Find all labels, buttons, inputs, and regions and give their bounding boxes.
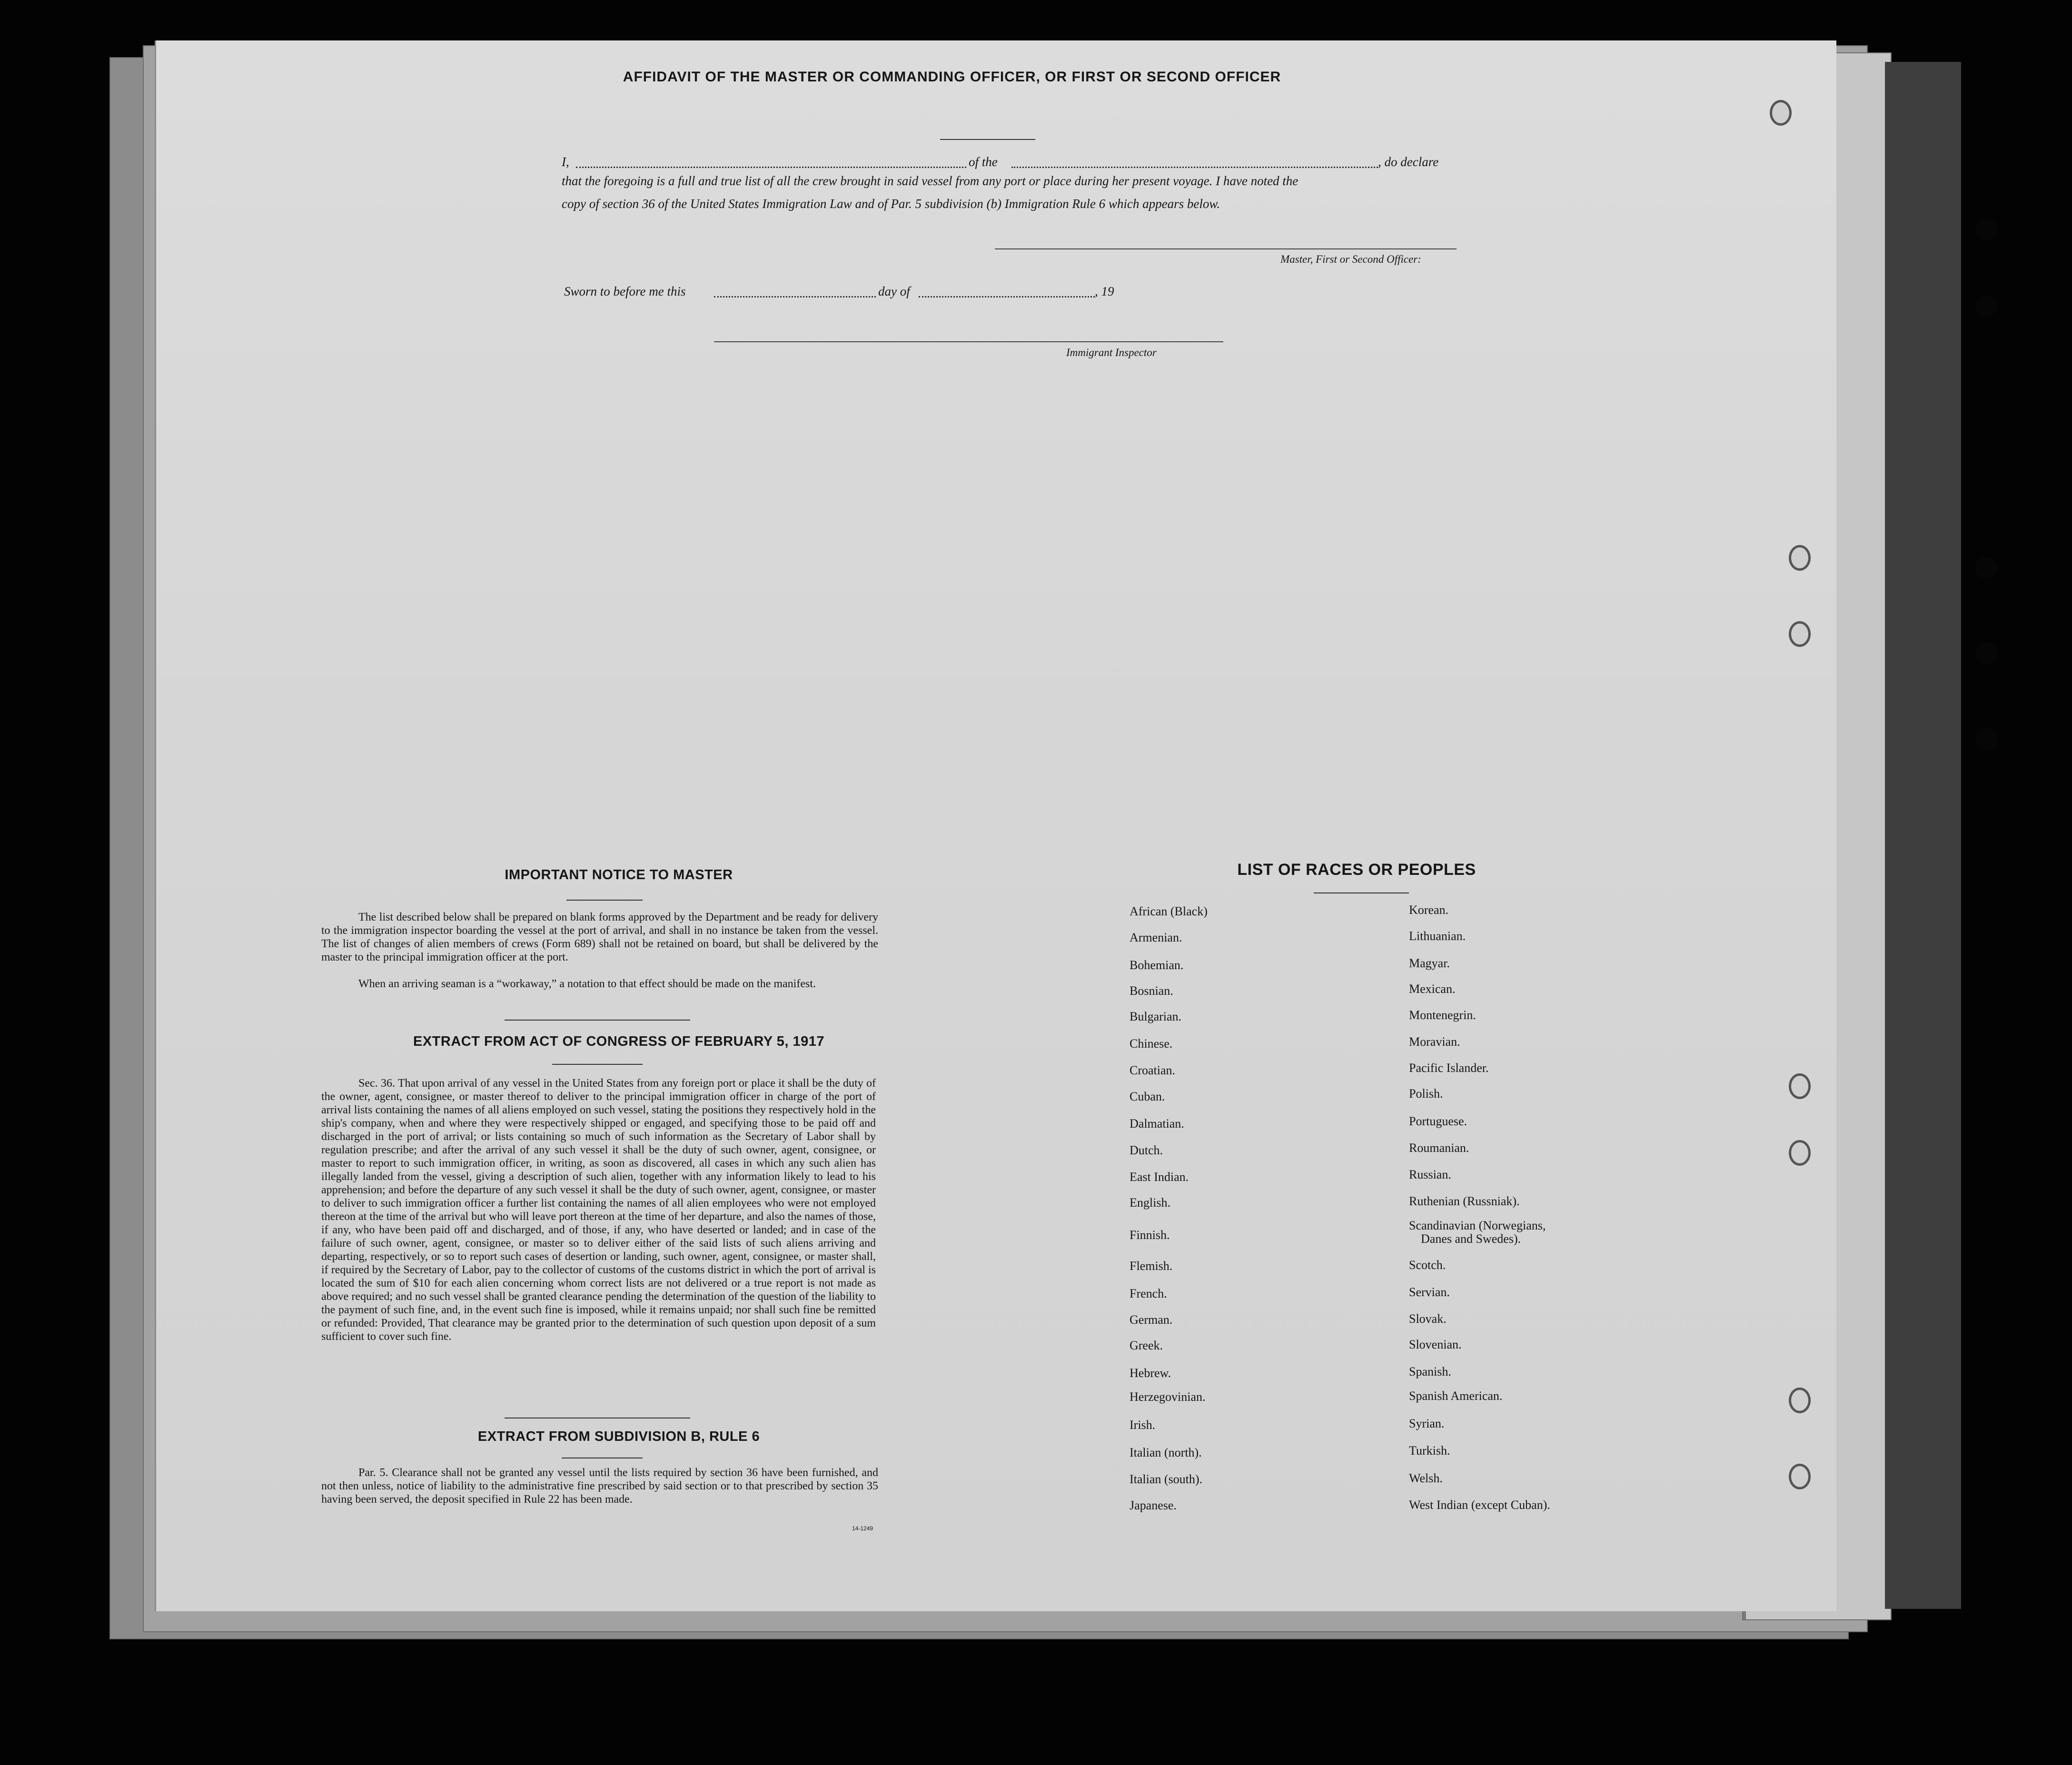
race-item: Armenian. <box>1130 931 1182 944</box>
vessel-blank <box>1011 167 1378 168</box>
race-item: Irish. <box>1130 1418 1156 1432</box>
binder-hole <box>1975 219 1997 241</box>
race-item: English. <box>1130 1196 1170 1210</box>
race-item: Dutch. <box>1130 1143 1163 1157</box>
race-item: Bohemian. <box>1130 958 1184 972</box>
affidavit-declare: , do declare <box>1378 155 1439 169</box>
sworn-day-of: day of <box>878 284 910 298</box>
race-item: Polish. <box>1409 1087 1443 1101</box>
notice-workaway <box>321 977 878 991</box>
race-item: Slovak. <box>1409 1312 1447 1326</box>
punch-hole <box>1789 545 1811 571</box>
binder-hole <box>1975 643 1997 664</box>
race-item: Flemish. <box>1130 1259 1173 1273</box>
race-item: Greek. <box>1130 1339 1163 1352</box>
rule-paragraph <box>321 1466 878 1506</box>
title-rule <box>940 139 1035 140</box>
binder-hole <box>1975 295 1997 317</box>
race-item: Ruthenian (Russniak). <box>1409 1194 1520 1208</box>
race-item: Danes and Swedes). <box>1421 1232 1521 1246</box>
race-item: Bosnian. <box>1130 984 1173 998</box>
race-item: Chinese. <box>1130 1037 1173 1051</box>
notice-rule <box>566 900 643 901</box>
race-item: Servian. <box>1409 1285 1450 1299</box>
race-item: Magyar. <box>1409 956 1450 970</box>
punch-hole <box>1789 1073 1811 1099</box>
race-item: Finnish. <box>1130 1228 1170 1242</box>
punch-hole <box>1770 100 1792 126</box>
races-rule <box>1314 892 1409 893</box>
race-item: Turkish. <box>1409 1444 1450 1458</box>
race-item: Welsh. <box>1409 1471 1443 1485</box>
race-item: Spanish. <box>1409 1365 1451 1378</box>
workaway-text: When an arriving seaman is a “workaway,” a notation to that effect should be made on the manifest. <box>358 978 816 990</box>
notice-paragraph <box>321 911 878 964</box>
notice-title: IMPORTANT NOTICE TO MASTER <box>505 867 733 882</box>
act-title: EXTRACT FROM ACT OF CONGRESS OF FEBRUARY 5, 1917 <box>413 1034 825 1049</box>
race-item: Syrian. <box>1409 1417 1445 1430</box>
notice-text: The list described below shall be prepared on blank forms approved by the Department and be ready for delivery to the immigration inspector boarding the vessel at the port of arrival, and shall in no instance be taken from the vessel. The list of changes of alien members of crews (Form 689) shall not be retained on board, but shall be delivered by the master to the principal immigration officer at the port. <box>321 911 878 963</box>
race-item: Italian (south). <box>1130 1472 1203 1486</box>
name-blank <box>576 167 966 168</box>
race-item: Moravian. <box>1409 1035 1460 1049</box>
race-item: Italian (north). <box>1130 1446 1202 1459</box>
race-item: Russian. <box>1409 1168 1451 1181</box>
affidavit-i: I, <box>562 155 569 169</box>
master-signature-label: Master, First or Second Officer: <box>1280 253 1421 265</box>
sworn-text: Sworn to before me this <box>564 284 686 298</box>
section-divider <box>505 1020 690 1021</box>
race-item: Scotch. <box>1409 1258 1446 1272</box>
sworn-year: , 19 <box>1095 284 1114 298</box>
affidavit-statement: that the foregoing is a full and true list of all the crew brought in said vessel from any port or place during her present voyage. I have noted the <box>562 174 1299 188</box>
affidavit-of-the: of the <box>969 155 998 169</box>
sworn-month-blank <box>919 296 1095 297</box>
race-item: Herzegovinian. <box>1130 1390 1206 1404</box>
race-item: Slovenian. <box>1409 1338 1462 1351</box>
punch-hole <box>1789 621 1811 647</box>
act-paragraph <box>321 1077 876 1343</box>
affidavit-title: AFFIDAVIT OF THE MASTER OR COMMANDING OFFICER, OR FIRST OR SECOND OFFICER <box>623 69 1281 85</box>
punch-hole <box>1789 1388 1811 1413</box>
race-item: Mexican. <box>1409 982 1456 996</box>
race-item: French. <box>1130 1287 1167 1300</box>
races-title: LIST OF RACES OR PEOPLES <box>1237 861 1476 879</box>
binder-strip <box>1885 62 1961 1609</box>
rule-text: Par. 5. Clearance shall not be granted any vessel until the lists required by section 36 have been furnished, and not then unless, notice of liability to the administrative fine prescribed by said section or to that prescribed by section 35 having been served, the deposit specified in Rule 22 has been made. <box>321 1467 878 1506</box>
race-item: Scandinavian (Norwegians, <box>1409 1219 1546 1232</box>
manifest-page <box>155 40 1836 1611</box>
affidavit-statement-cont: copy of section 36 of the United States Immigration Law and of Par. 5 subdivision (b) Immigration Rule 6 which appears below. <box>562 197 1220 211</box>
race-item: Portuguese. <box>1409 1114 1467 1128</box>
race-item: German. <box>1130 1313 1173 1327</box>
race-item: Japanese. <box>1130 1498 1177 1512</box>
act-rule <box>552 1064 643 1065</box>
race-item: Croatian. <box>1130 1063 1176 1077</box>
race-item: Dalmatian. <box>1130 1117 1184 1130</box>
inspector-signature-line <box>714 341 1223 342</box>
race-item: African (Black) <box>1130 904 1208 918</box>
race-item: Pacific Islander. <box>1409 1061 1489 1075</box>
race-item: Hebrew. <box>1130 1366 1171 1380</box>
race-item: Montenegrin. <box>1409 1008 1476 1022</box>
sworn-day-blank <box>714 296 876 297</box>
act-text: Sec. 36. That upon arrival of any vessel in the United States from any foreign port or place it shall be the duty of the owner, agent, consignee, or master thereof to deliver to the principal immigration officer in charge of the port of arrival lists containing the names of all aliens employed on such vessel, stating the positions they respectively hold in the ship's company, when and where they were respectively shipped or engaged, and specifying those to be paid off and discharged in the port of arrival; or lists containing so much of such information as the Secretary of Labor shall by regulation prescribe; and after the arrival of any such vessel it shall be the duty of such owner, agent, consignee, or master to report to such immigration officer, in writing, as soon as discovered, all cases in which any such alien has illegally landed from the vessel, giving a description of such alien, together with any information likely to lead to his apprehension; and before the departure of any such vessel it shall be the duty of such owner, agent, consignee, or master to deliver to such immigration officer a further list containing the names of all alien employees who were not employed thereon at the time of the arrival but who will leave port thereon at the time of her departure, and also the names of those, if any, who have been paid off and discharged, and of those, if any, who have deserted or landed; and in case of the failure of such owner, agent, consignee, or master so to deliver either of the said lists of such aliens arriving and departing, respectively, or so to report such cases of desertion or landing, such owner, agent, consignee, or master shall, if required by the Secretary of Labor, pay to the collector of customs of the customs district in which the port of arrival is located the sum of $10 for each alien concerning whom correct lists are not delivered or a true report is not made as above required; and no such vessel shall be granted clearance pending the determination of the question of the liability to the payment of such fine, and, in the event such fine is imposed, while it remains unpaid; nor shall such fine be remitted or refunded: Provided, That clearance may be granted prior to the determination of such question upon deposit of a sum sufficient to cover such fine. <box>321 1077 876 1343</box>
punch-hole <box>1789 1464 1811 1489</box>
punch-hole <box>1789 1140 1811 1166</box>
binder-hole <box>1975 557 1997 579</box>
rule-title: EXTRACT FROM SUBDIVISION B, RULE 6 <box>477 1429 760 1444</box>
form-number: 14-1249 <box>852 1525 873 1532</box>
race-item: Cuban. <box>1130 1090 1165 1103</box>
race-item: East Indian. <box>1130 1170 1189 1184</box>
race-item: West Indian (except Cuban). <box>1409 1498 1550 1512</box>
race-item: Spanish American. <box>1409 1389 1503 1403</box>
master-signature-line <box>995 248 1457 249</box>
binder-hole <box>1975 728 1997 750</box>
race-item: Roumanian. <box>1409 1141 1469 1155</box>
race-item: Lithuanian. <box>1409 929 1466 943</box>
race-item: Korean. <box>1409 903 1449 917</box>
inspector-label: Immigrant Inspector <box>1066 347 1157 358</box>
race-item: Bulgarian. <box>1130 1010 1182 1023</box>
